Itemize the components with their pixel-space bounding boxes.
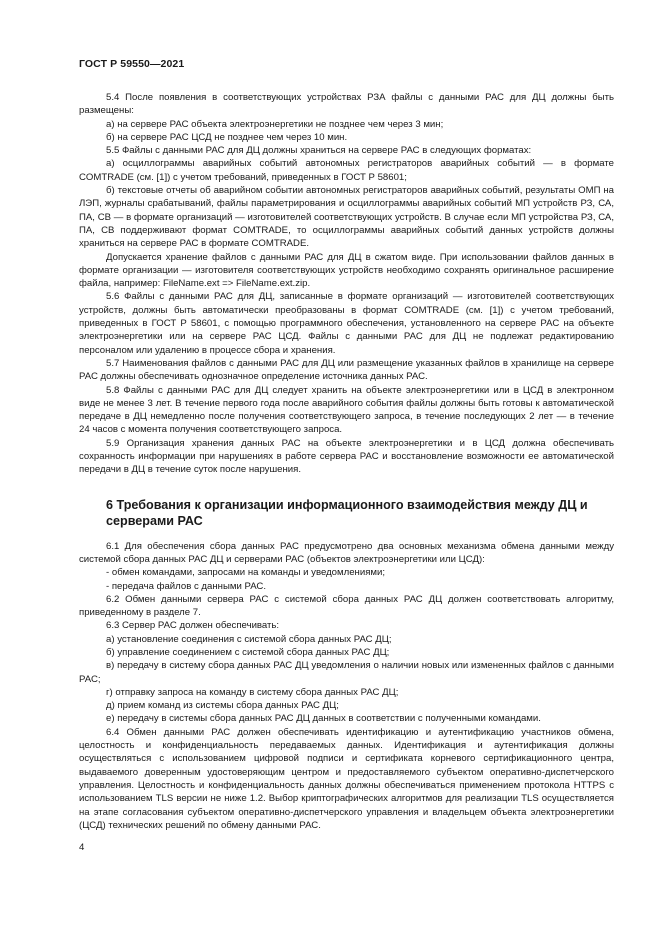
document-body bbox=[79, 91, 614, 832]
paragraph-5-6: 5.6 Файлы с данными РАС для ДЦ, записанные в формате организаций — изготовителей соответствующих устройств, должны быть автоматически преобразованы в формат COMTRADE (см. [1]) с учетом требований, приведенных в ГОСТ Р 58601, с помощью программного обеспечения, установленного на сервере РАС на объекте электроэнергетики или на сервере РАС ЦСД. Файлы с данными РАС для ДЦ не подлежат редактированию персоналом или удалению в процессе сбора и хранения. bbox=[79, 291, 614, 356]
list-item-5-4-a: а) на сервере РАС объекта электроэнергетики не позднее чем через 3 мин; bbox=[106, 118, 444, 130]
list-item-5-4-b: б) на сервере РАС ЦСД не позднее чем через 10 мин. bbox=[106, 131, 348, 143]
paragraph-compression: Допускается хранение файлов с данными РАС для ДЦ в сжатом виде. При использовании файлов данных в формате организации — изготовителя соответствующих устройств необходимо сохранять оригинальное расширение файла, например: FileName.ext => FileName.ext.zip. bbox=[79, 251, 614, 290]
list-item-6-3-a: а) установление соединения с системой сбора данных РАС ДЦ; bbox=[106, 633, 392, 645]
list-item-6-3-g: г) отправку запроса на команду в систему сбора данных РАС ДЦ; bbox=[106, 686, 399, 698]
section-6-heading: 6 Требования к организации информационного взаимодействия между ДЦ и серверами РАС bbox=[106, 497, 588, 528]
list-item-5-5-a: а) осциллограммы аварийных событий автономных регистраторов аварийных событий — в формате COMTRADE (см. [1]) с учетом требований, приведенных в ГОСТ Р 58601; bbox=[79, 158, 614, 183]
page-number: 4 bbox=[79, 842, 85, 853]
list-item-6-3-e: е) передачу в системы сбора данных РАС ДЦ данных в соответствии с полученными командами. bbox=[106, 713, 541, 725]
list-item-5-5-b: б) текстовые отчеты об аварийном событии автономных регистраторов аварийных событий, результаты ОМП на ЛЭП, журналы срабатываний, файлы параметрирования и осциллограммы аварийных событий МП устройств РЗ, СА, ПА, СВ — в формате организаций — изготовителей соответствующих устройств. В случае если МП устройства РЗ, СА, ПА, СВ поддерживают формат COMTRADE, то осциллограммы аварийных событий данных устройств должны храниться на сервере РАС в формате COMTRADE. bbox=[79, 185, 614, 250]
paragraph-6-1: 6.1 Для обеспечения сбора данных РАС предусмотрено два основных механизма обмена данными между системой сбора данных РАС ДЦ и серверами РАС (объектов электроэнергетики или ЦСД): bbox=[79, 540, 614, 565]
list-item-6-3-b: б) управление соединением с системой сбора данных РАС ДЦ; bbox=[106, 646, 390, 658]
paragraph-6-4: 6.4 Обмен данными РАС должен обеспечивать идентификацию и аутентификацию участников обмена, целостность и конфиденциальность передаваемых данных. Идентификация и аутентификация должны осуществляться с использованием цифровой подписи и сертификата корневого сертификационного центра, выдаваемого доверенным удостоверяющим центром и предоставляемого субъектом оперативно-диспетчерского управления. Целостность и конфиденциальность данных должны обеспечиваться применением протокола HTTPS с использованием TLS версии не ниже 1.2. Выбор криптографических алгоритмов для реализации TLS осуществляется на этапе согласования субъектом оперативно-диспетчерского управления и владельцем объекта электроэнергетики (ЦСД) технических решений по обмену данными РАС. bbox=[79, 726, 614, 831]
list-item-6-3-d: д) прием команд из системы сбора данных РАС ДЦ; bbox=[106, 700, 339, 712]
list-item-6-1-dash-1: - обмен командами, запросами на команды и уведомлениями; bbox=[106, 567, 386, 579]
paragraph-5-8: 5.8 Файлы с данными РАС для ДЦ следует хранить на объекте электроэнергетики или в ЦСД в электронном виде не менее 3 лет. В течение первого года после аварийного события файлы должны быть готовы к автоматической передаче в ДЦ немедленно после получения соответствующего запроса, в течение последующих 2 лет — в течение 24 часов с момента получения соответствующего запроса. bbox=[79, 384, 614, 436]
paragraph-5-5: 5.5 Файлы с данными РАС для ДЦ должны храниться на сервере РАС в следующих форматах: bbox=[106, 145, 532, 157]
paragraph-6-2: 6.2 Обмен данными сервера РАС с системой сбора данных РАС ДЦ должен соответствовать алгоритму, приведенному в разделе 7. bbox=[79, 593, 614, 619]
paragraph-6-3: 6.3 Сервер РАС должен обеспечивать: bbox=[106, 620, 280, 632]
page-header: ГОСТ Р 59550—2021 bbox=[79, 58, 185, 70]
paragraph-5-7: 5.7 Наименования файлов с данными РАС для ДЦ или размещение указанных файлов в хранилище на сервере РАС должны обеспечивать однозначное определение источника данных РАС. bbox=[79, 357, 614, 383]
paragraph-5-9: 5.9 Организация хранения данных РАС на объекте электроэнергетики и в ЦСД должна обеспечивать сохранность информации при нарушениях в работе сервера РАС и восстановление возможности ее автоматической передачи в ДЦ в течение суток после нарушения. bbox=[79, 437, 614, 476]
list-item-6-1-dash-2: - передача файлов с данными РАС. bbox=[106, 580, 267, 592]
list-item-6-3-v: в) передачу в систему сбора данных РАС ДЦ уведомления о наличии новых или измененных файлов с данными РАС; bbox=[79, 660, 614, 685]
paragraph-5-4: 5.4 После появления в соответствующих устройствах РЗА файлы с данными РАС для ДЦ должны быть размещены: bbox=[79, 92, 614, 117]
